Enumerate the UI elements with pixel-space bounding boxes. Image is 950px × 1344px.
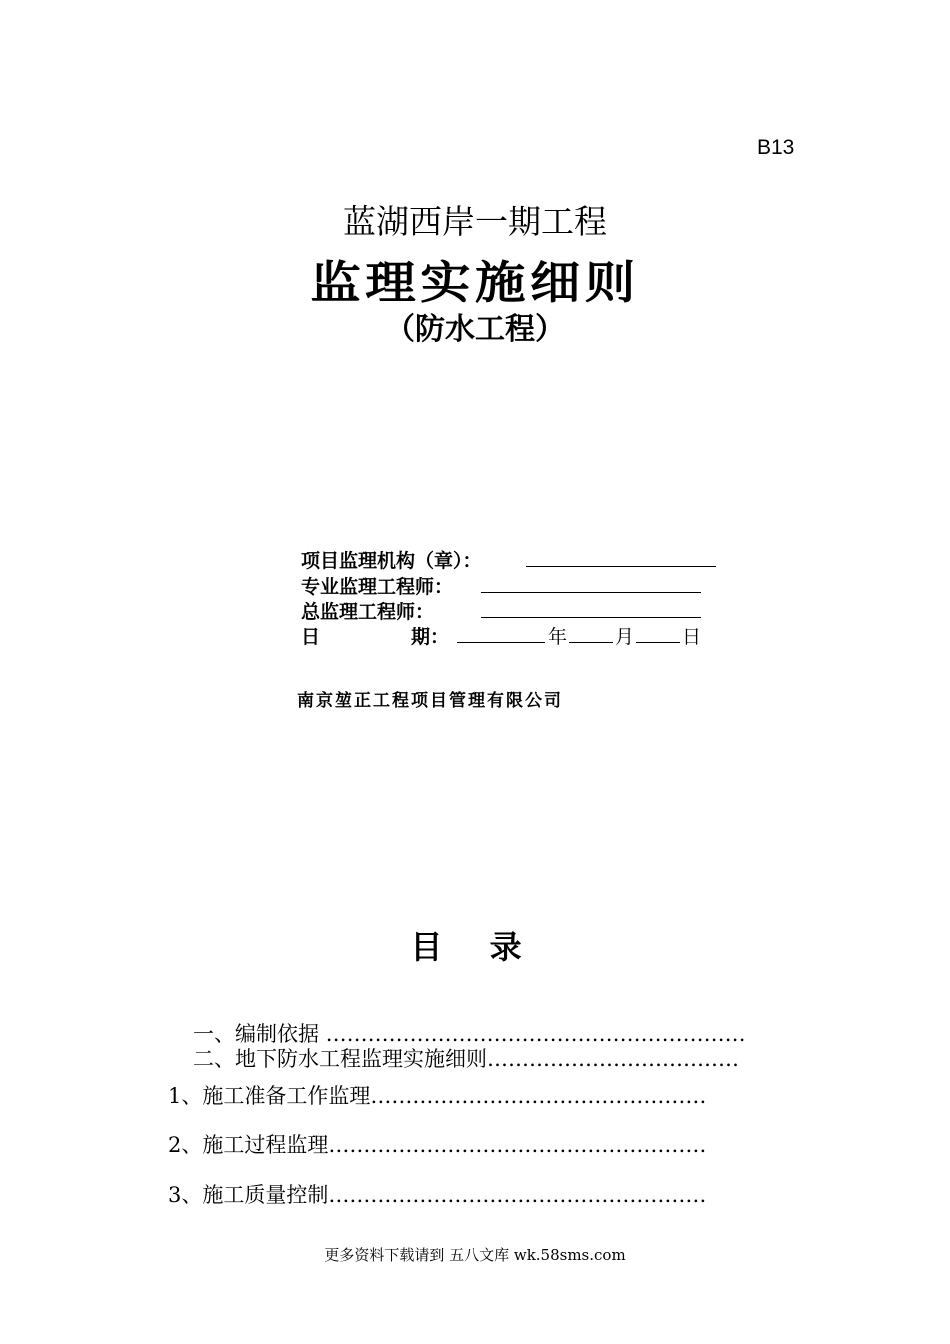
toc-item: 2、施工过程监理………………………………………………: [168, 1133, 707, 1157]
toc-item: 1、施工准备工作监理…………………………………………: [168, 1084, 707, 1108]
date-label-2: 期：: [411, 626, 450, 648]
toc-item: 二、地下防水工程监理实施细则………………………………: [193, 1047, 739, 1071]
day-label: 日: [682, 626, 702, 648]
chief-label: 总监理工程师：: [301, 601, 435, 623]
signature-org-row: [301, 546, 482, 573]
signature-chief-row: [301, 597, 434, 624]
company-name: 南京堃正工程项目管理有限公司: [297, 691, 563, 711]
month-label: 月: [615, 626, 635, 648]
signature-engineer-row: [301, 572, 453, 599]
year-label: 年: [548, 626, 568, 648]
month-line: [569, 642, 613, 643]
org-label: 项目监理机构（章）：: [301, 550, 482, 572]
toc-item: 3、施工质量控制………………………………………………: [168, 1183, 707, 1207]
date-label-1: 日: [301, 626, 321, 648]
engineer-signature-line: [481, 592, 701, 593]
chief-signature-line: [481, 617, 701, 618]
footer-note: 更多资料下载请到 五八文库 wk.58sms.com: [324, 1246, 626, 1264]
engineer-label: 专业监理工程师：: [301, 576, 454, 598]
signature-date-row: [301, 622, 731, 649]
toc-title: 目 录: [410, 928, 540, 966]
day-line: [636, 642, 680, 643]
org-signature-line: [526, 566, 716, 567]
year-line: [457, 642, 545, 643]
main-title: 监理实施细则: [310, 256, 640, 309]
subtitle: （防水工程）: [385, 312, 565, 347]
toc-item: 一、编制依据 ……………………………………………………: [193, 1022, 746, 1046]
project-name: 蓝湖西岸一期工程: [343, 202, 607, 241]
document-code: B13: [757, 136, 795, 159]
